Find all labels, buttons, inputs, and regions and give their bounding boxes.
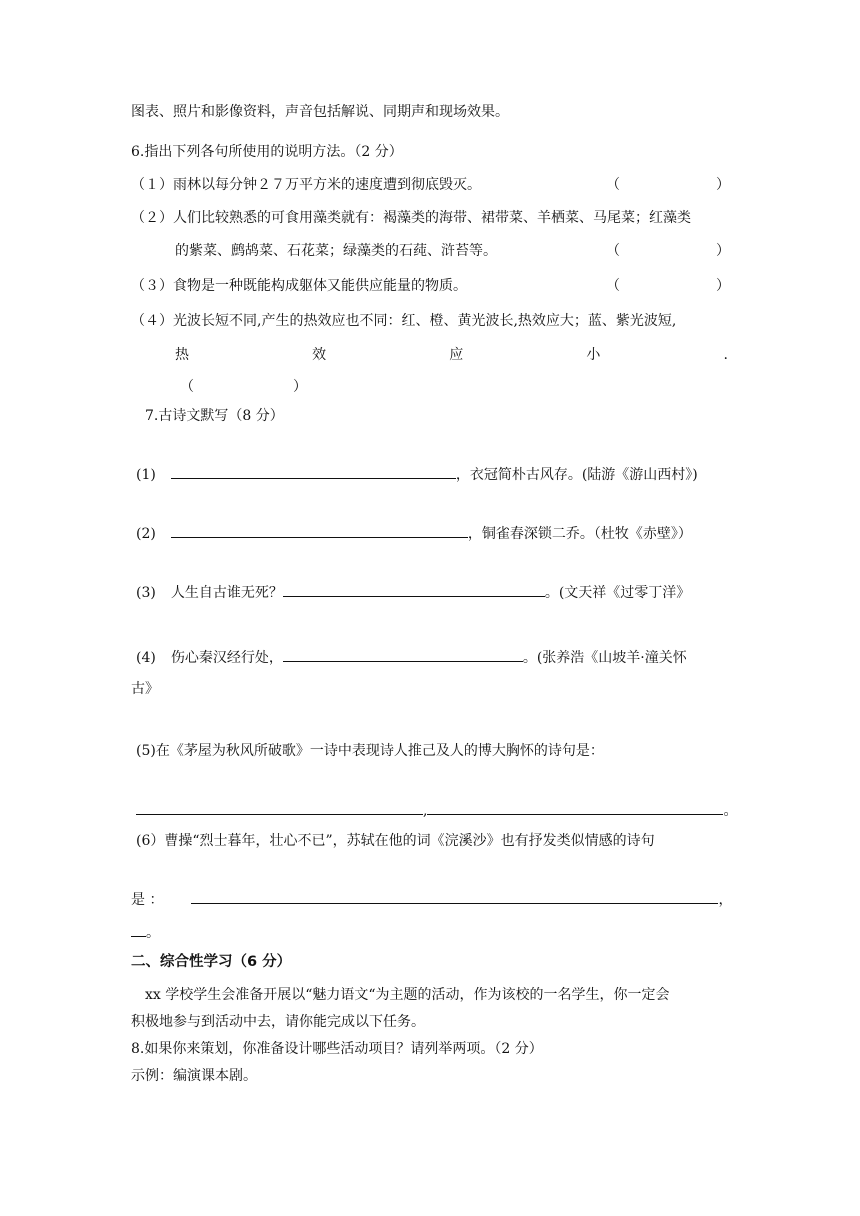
answer-paren-open-4: （ [180, 379, 194, 395]
poem-line: 人生自古谁无死？ [170, 585, 283, 601]
poem-3 [136, 581, 690, 603]
item-number: (3) [136, 585, 156, 601]
answer-blank[interactable] [171, 463, 456, 479]
spread-char: 小 [586, 347, 601, 363]
poem-line: 伤心秦汉经行处， [170, 650, 283, 666]
sentence-2-line-1: （２）人们比较熟悉的可食用藻类就有：褐藻类的海带、裙带菜、羊栖菜、马尾菜；红藻类 [131, 210, 691, 226]
answer-paren-open-2: （ [606, 243, 620, 259]
answer-blank[interactable] [136, 799, 423, 815]
section-2-intro-2: 积极地参与到活动中去，请你能完成以下任务。 [131, 1014, 425, 1030]
poem-6-prompt: (6）曹操“烈士暮年，壮心不已”，苏轼在他的词《浣溪沙》也有抒发类似情感的诗句 [136, 833, 655, 849]
poem-6-answer-2 [131, 921, 160, 943]
sentence-1: （１）雨林以每分钟２７万平方米的速度遭到彻底毁灭。 [131, 177, 481, 193]
poem-6-answer [131, 888, 732, 910]
period: 。 [146, 925, 160, 941]
answer-paren-close-1: ） [716, 177, 730, 193]
poem-1 [136, 463, 698, 485]
poem-source: ，衣冠简朴古风存。(陆游《游山西村》) [455, 467, 698, 483]
poem-5-prompt: (5)在《茅屋为秋风所破歌》一诗中表现诗人推己及人的博大胸怀的诗句是： [136, 743, 604, 759]
answer-paren-open-3: （ [606, 278, 620, 294]
period: 。 [723, 803, 738, 819]
spread-char: 热 [175, 347, 189, 363]
label: 是 ： [131, 892, 164, 908]
answer-paren-close-4: ） [293, 379, 307, 395]
spread-char: 效 [312, 347, 327, 363]
item-number: (2) [136, 526, 156, 542]
sentence-2-line-2: 的紫菜、鹧鸪菜、石花菜；绿藻类的石莼、浒苔等。 [175, 243, 497, 259]
answer-blank[interactable] [283, 646, 523, 662]
poem-5-answer [136, 799, 737, 821]
question-8-heading: 8.如果你来策划，你准备设计哪些活动项目？请列举两项。（2 分） [131, 1041, 543, 1057]
example-line: 示例：编演课本剧。 [131, 1068, 257, 1084]
answer-blank[interactable] [191, 888, 718, 904]
text-line: 图表、照片和影像资料，声音包括解说、同期声和现场效果。 [131, 104, 509, 120]
sentence-3: （３）食物是一种既能构成躯体又能供应能量的物质。 [131, 278, 467, 294]
answer-paren-open-1: （ [606, 177, 620, 193]
section-2-intro-1: xx 学校学生会准备开展以“魅力语文“为主题的活动，作为该校的一名学生，你一定会 [145, 987, 670, 1003]
answer-paren-close-2: ） [716, 243, 730, 259]
poem-source: 。(文天祥《过零丁洋》 [544, 585, 691, 601]
poem-2 [136, 522, 692, 544]
sentence-4-line-1: （４）光波长短不同,产生的热效应也不同：红、橙、黄光波长,热效应大；蓝、紫光波短, [131, 313, 677, 329]
answer-blank[interactable] [131, 921, 146, 937]
poem-source: 。(张养浩《山坡羊·潼关怀 [522, 650, 687, 666]
answer-paren-close-3: ） [716, 278, 730, 294]
item-number: (1) [136, 467, 156, 483]
spread-char: 应 [449, 347, 464, 363]
answer-blank[interactable] [171, 522, 468, 538]
comma: ， [718, 892, 733, 908]
item-number: (4) [136, 650, 156, 666]
question-7-heading: 7.古诗文默写（8 分） [145, 408, 284, 424]
answer-blank[interactable] [283, 581, 545, 597]
section-2-heading: 二、综合性学习（6 分） [131, 954, 292, 970]
question-6-heading: 6.指出下列各句所使用的说明方法。（2 分） [131, 144, 403, 160]
poem-4-wrap: 古》 [131, 681, 159, 697]
poem-4 [136, 646, 687, 668]
comma: , [423, 803, 428, 819]
poem-source: ，铜雀春深锁二乔。（杜牧《赤壁》） [467, 526, 692, 542]
spread-char: . [723, 347, 728, 363]
sentence-4-line-2 [175, 345, 728, 365]
answer-blank[interactable] [427, 799, 723, 815]
